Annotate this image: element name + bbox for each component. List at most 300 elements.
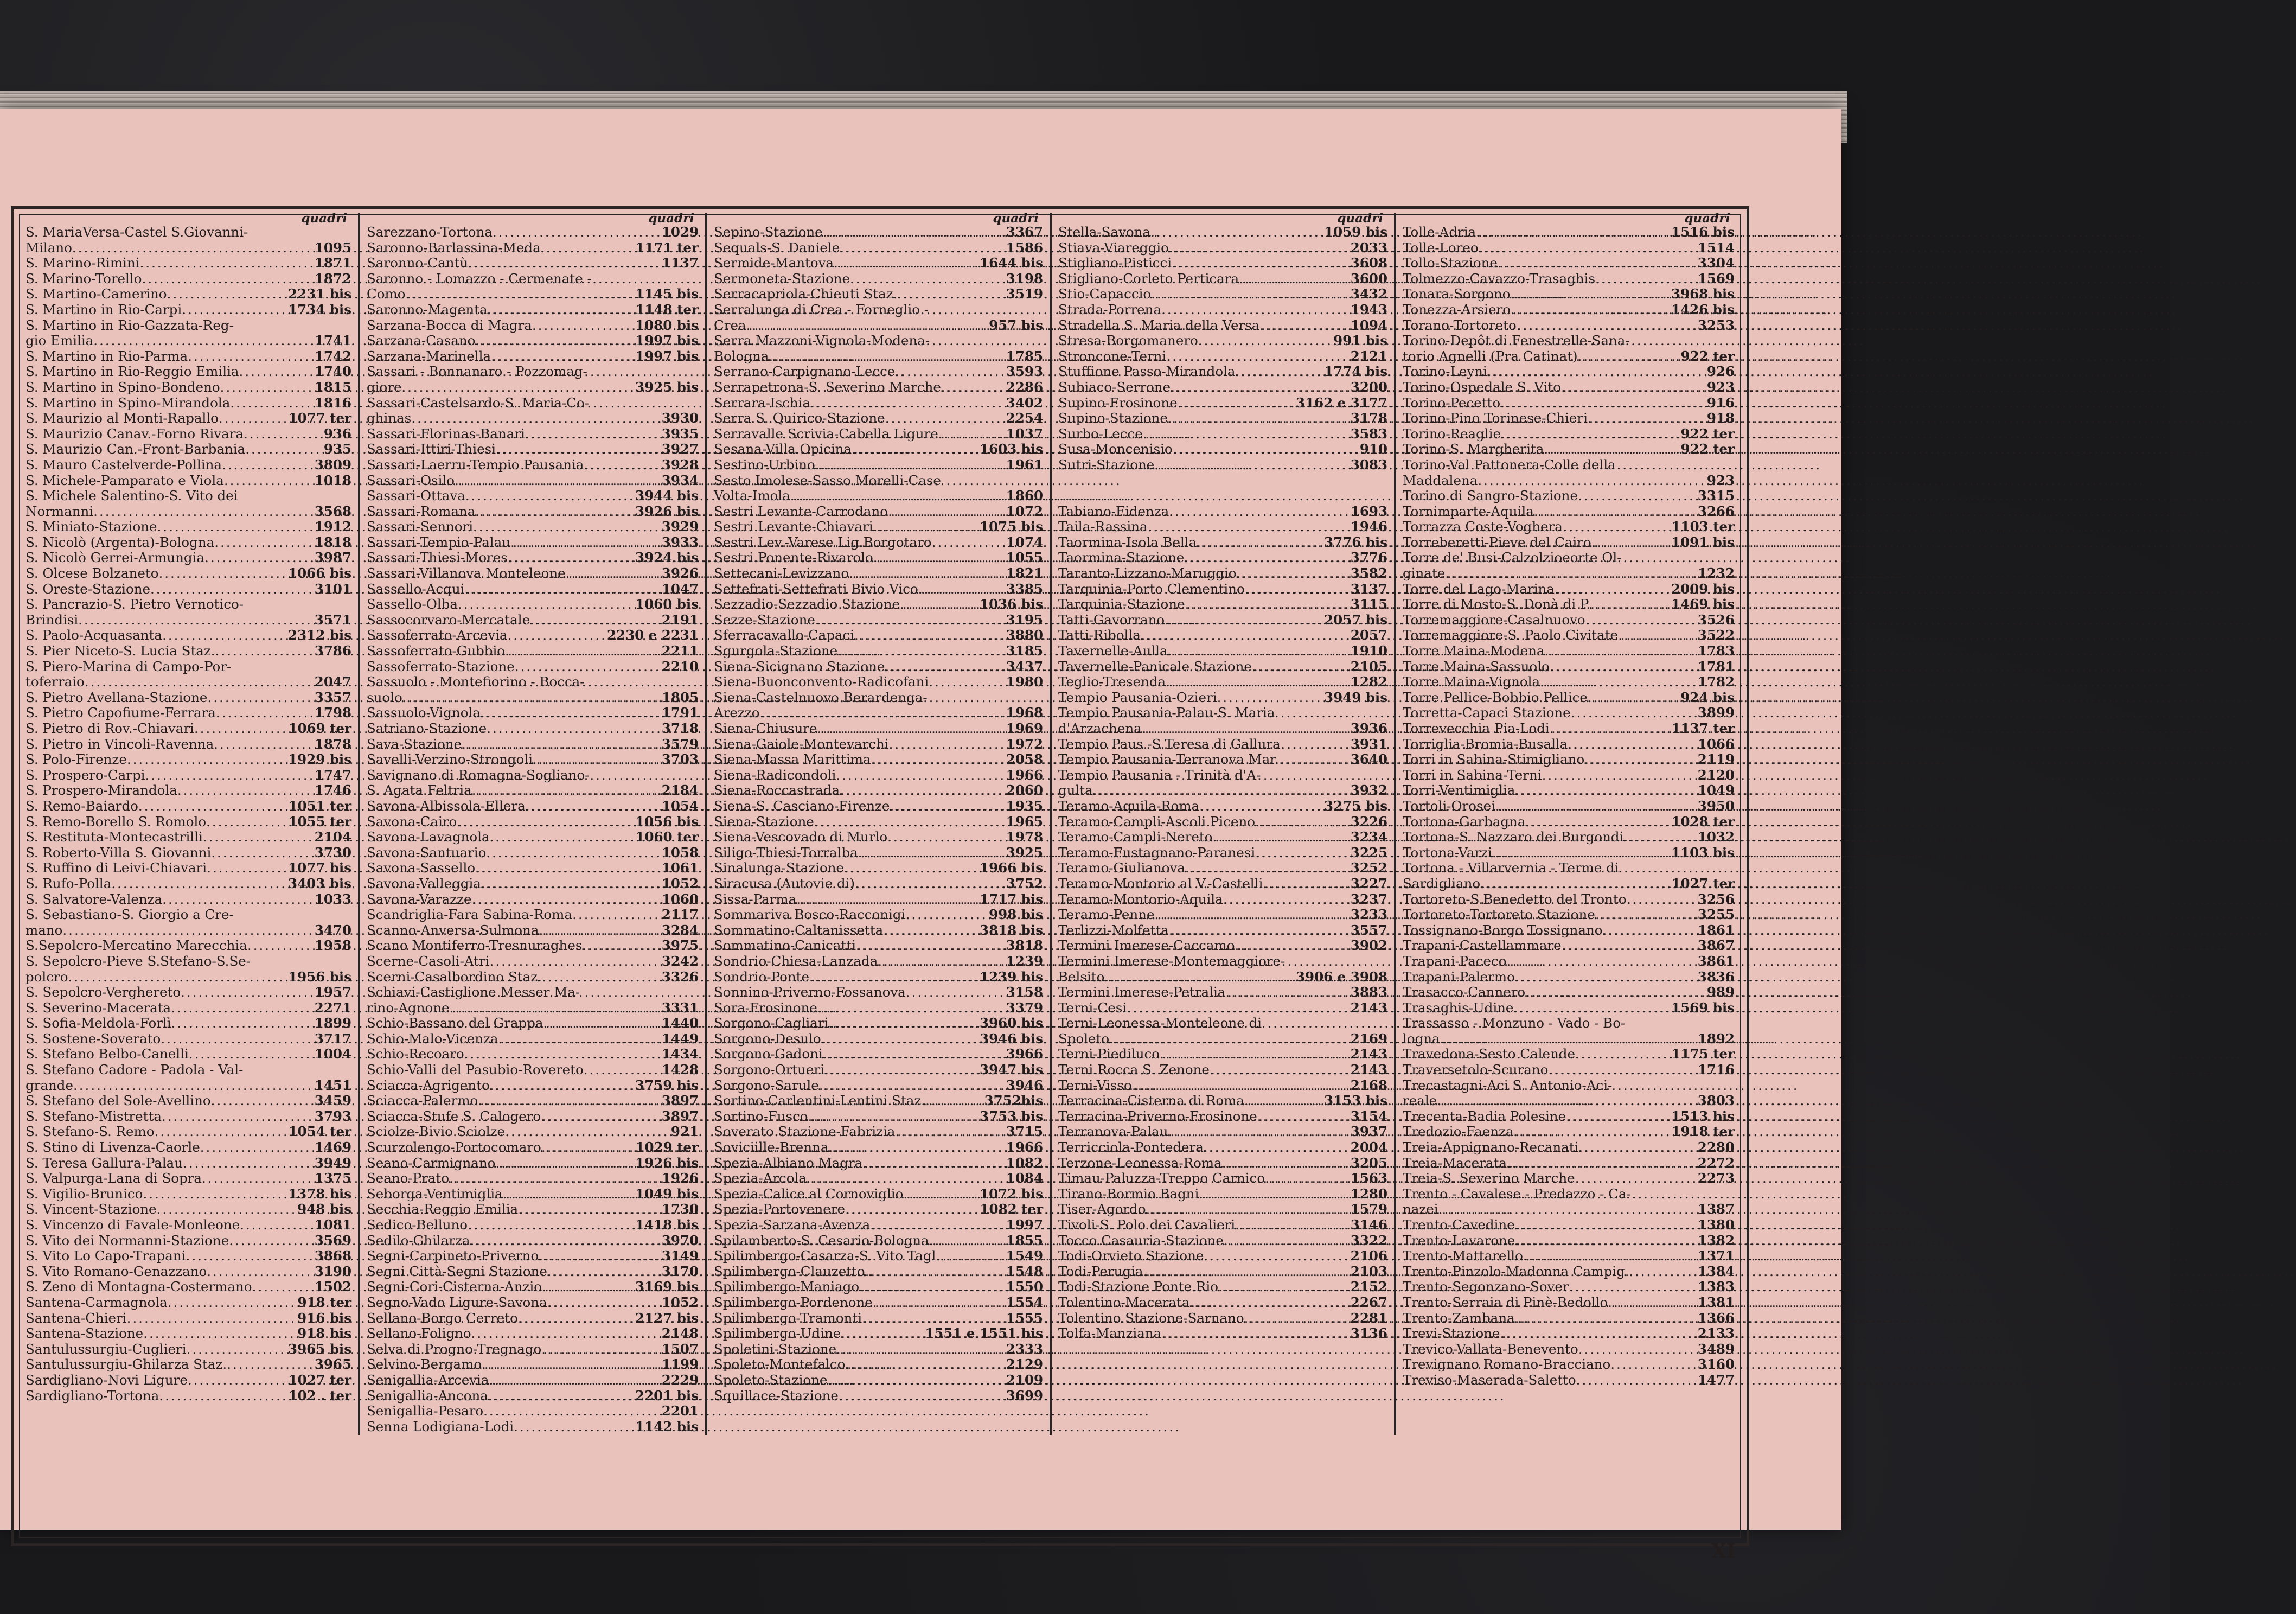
index-entry: [1403, 876, 1735, 892]
dot-leader: [450, 1000, 660, 1016]
entry-table-ref: 2231 bis: [288, 286, 351, 302]
entry-route: Sezze-Stazione: [714, 611, 815, 628]
entry-route: Trento-Cavedine: [1403, 1217, 1515, 1233]
index-entry: [1058, 768, 1387, 783]
entry-route: Terni-Cesi: [1058, 999, 1127, 1016]
dot-leader: [1109, 1031, 1348, 1047]
entry-table-ref: 1280: [1350, 1185, 1387, 1202]
index-entry: [714, 613, 1043, 628]
entry-table-ref: 2272: [1697, 1154, 1735, 1171]
index-entry: [1058, 349, 1387, 365]
dot-leader: [93, 333, 312, 349]
entry-table-ref: 2106: [1350, 1248, 1387, 1264]
dot-leader: [566, 566, 660, 582]
entry-table-ref: 1872: [314, 270, 351, 286]
dot-leader: [895, 1124, 1003, 1140]
index-entry: [1403, 860, 1735, 876]
dot-leader: [858, 845, 1004, 861]
entry-route: S. Stefano-Mistretta: [25, 1108, 162, 1124]
dot-leader: [526, 799, 660, 814]
entry-table-ref: 3160: [1697, 1356, 1735, 1373]
dot-leader: [1623, 830, 1695, 845]
dot-leader: [1571, 705, 1696, 721]
entry-route: Sarzana-Casano: [367, 333, 476, 349]
entry-table-ref: 1055 ter: [288, 813, 351, 830]
dot-leader: [845, 1357, 1003, 1373]
entry-route: Tortona-Garbagna: [1403, 813, 1526, 830]
index-entry: [1403, 690, 1735, 706]
dot-leader: [468, 256, 660, 271]
entry-table-ref: 924 bis: [1680, 689, 1735, 705]
entry-route: Santulussurgiu-Ghilarza Staz.: [25, 1356, 227, 1373]
entry-table-ref: 1502: [314, 1279, 351, 1295]
entry-table-ref: 1966: [1006, 1139, 1043, 1156]
index-entry: [25, 845, 351, 861]
entry-route: Siracusa (Autovie di): [714, 875, 855, 891]
entry-route: Segni-Cori-Cisterna-Anzio: [367, 1279, 542, 1295]
dot-leader: [1236, 364, 1322, 380]
dot-leader: [167, 286, 286, 302]
dot-leader: [865, 1264, 1004, 1280]
entry-table-ref: 935: [323, 441, 351, 457]
dot-leader: [873, 550, 1004, 566]
entry-route: Belsito: [1058, 968, 1105, 985]
dot-leader: [905, 907, 987, 923]
index-entry: [714, 566, 1043, 582]
dot-leader: [1199, 1186, 1348, 1202]
dot-leader: [1197, 535, 1322, 551]
entry-route: Soverato Stazione-Fabrizia: [714, 1124, 896, 1140]
entry-table-ref: 3459: [314, 1093, 351, 1109]
entry-route: Torremaggiore-S. Paolo Civitate: [1403, 627, 1619, 643]
dot-leader: [188, 349, 312, 365]
dot-leader: [932, 535, 1004, 551]
dot-leader: [1244, 1093, 1322, 1109]
entry-route: Savona-Albissola-Ellera: [367, 798, 526, 814]
index-entry: [1058, 876, 1387, 892]
dot-leader: [541, 1140, 634, 1156]
index-entry: [367, 876, 699, 892]
dot-leader: [496, 442, 660, 457]
dot-leader: [1184, 550, 1348, 566]
entry-table-ref: 1058: [661, 844, 699, 860]
dot-leader: [240, 1217, 312, 1233]
index-entry: [367, 1295, 699, 1311]
entry-route: mano: [25, 922, 63, 938]
entry-route: S. Martino in Rio-Reggio Emilia: [25, 363, 239, 380]
entry-route: Treia-Macerata: [1403, 1154, 1507, 1171]
entry-table-ref: 3818 bis: [980, 922, 1043, 938]
entry-route: S. Marino-Rimini: [25, 255, 140, 271]
entry-table-ref: 1145 bis: [635, 286, 699, 302]
dot-leader: [1610, 1357, 1696, 1373]
index-entry: [1403, 954, 1735, 969]
entry-table-ref: 1516 bis: [1671, 224, 1735, 240]
entry-route: Spilimbergo-Clauzetto: [714, 1263, 865, 1279]
dot-leader: [929, 674, 1004, 690]
index-entry: [714, 1357, 1043, 1373]
index-entry: [1058, 442, 1387, 457]
entry-table-ref: 2119: [1697, 751, 1735, 768]
entry-table-ref: 1054 ter: [288, 1124, 351, 1140]
entry-route: Sezzadio-Sezzadio Stazione: [714, 596, 900, 613]
dot-leader: [1255, 845, 1348, 861]
index-entry: [714, 286, 1043, 302]
entry-route: S. Zeno di Montagna-Costermano: [25, 1279, 252, 1295]
entry-table-ref: 1027 ter: [288, 1371, 351, 1388]
entry-table-ref: 3200: [1350, 379, 1387, 395]
dot-leader: [839, 1388, 1004, 1404]
entry-table-ref: 1371: [1697, 1248, 1735, 1264]
dot-leader: [1235, 938, 1348, 954]
entry-route: Spilimbergo-Tramonti: [714, 1310, 862, 1326]
entry-route: Trapani-Palermo: [1403, 968, 1515, 985]
index-entry: [1403, 302, 1735, 318]
entry-table-ref: 3880: [1006, 627, 1043, 643]
index-entry: [367, 1404, 699, 1419]
dot-leader: [1569, 1279, 1696, 1295]
entry-route: Como: [367, 286, 406, 302]
index-entry: [1403, 395, 1735, 411]
dot-leader: [215, 643, 312, 659]
dot-leader: [405, 286, 633, 302]
index-entry: [25, 768, 351, 783]
entry-table-ref: 3931: [1350, 736, 1387, 752]
index-entry: [367, 674, 699, 690]
index-entry: [25, 892, 351, 908]
entry-route: S. Marino-Torello: [25, 270, 142, 286]
entry-route: Sciacca-Stufe S. Calogero: [367, 1108, 541, 1124]
dot-leader: [547, 1264, 660, 1280]
index-entry: [1403, 1217, 1735, 1233]
index-entry: [1403, 1078, 1735, 1094]
dot-leader: [472, 783, 660, 799]
entry-table-ref: 3557: [1350, 922, 1387, 938]
index-entry: [714, 1202, 1043, 1217]
entry-route: Saronno-Magenta: [367, 301, 488, 317]
entry-table-ref: 1716: [1697, 1062, 1735, 1078]
entry-route: Sorgono-Sarule: [714, 1077, 819, 1093]
index-entry: [367, 1202, 699, 1217]
entry-route: Schiavi-Castiglione Messer Ma-: [367, 984, 580, 1000]
entry-route: S. Sepolcro-Pieve S.Stefano-S.Se-: [25, 953, 251, 969]
dot-leader: [491, 349, 633, 365]
entry-route: Savona-Cairo: [367, 813, 457, 830]
entry-table-ref: 918 ter: [297, 1294, 351, 1310]
index-entry: [1058, 1279, 1387, 1295]
entry-table-ref: 3205: [1350, 1154, 1387, 1171]
entry-table-ref: 1059 bis: [1324, 224, 1387, 240]
index-entry: [25, 907, 351, 923]
index-entry: [1403, 566, 1735, 582]
entry-table-ref: 1047: [661, 580, 699, 597]
dot-leader: [1584, 752, 1696, 768]
entry-route: Trasacco-Cannero: [1403, 984, 1526, 1000]
entry-table-ref: 3315: [1697, 488, 1735, 504]
entry-route: Tortona-S. Nazzaro dei Burgondi: [1403, 829, 1624, 845]
entry-route: Sorgono-Gadoni: [714, 1046, 823, 1062]
entry-table-ref: 3146: [1350, 1217, 1387, 1233]
entry-route: Serrara-Ischia: [714, 394, 811, 411]
index-entry: [714, 240, 1043, 256]
dot-leader: [900, 597, 977, 613]
index-entry: [367, 1342, 699, 1357]
index-entry: [367, 256, 699, 271]
entry-route: Torri in Sabina-Stimigliano: [1403, 751, 1585, 768]
entry-table-ref: 3970: [661, 1232, 699, 1248]
entry-table-ref: 1027 ter: [1671, 875, 1735, 891]
index-entry: [714, 271, 1043, 287]
dot-leader: [1204, 1140, 1348, 1156]
index-entry: [1058, 1124, 1387, 1140]
entry-table-ref: 2254: [1006, 410, 1043, 426]
entry-route: Santena-Carmagnola: [25, 1294, 168, 1310]
entry-table-ref: 3965: [314, 1356, 351, 1373]
index-entry: [25, 504, 351, 520]
entry-table-ref: 3933: [661, 534, 699, 550]
dot-leader: [1479, 240, 1696, 256]
entry-table-ref: 923: [1706, 379, 1735, 395]
entry-route: Serra S. Quirico-Stazione: [714, 410, 885, 426]
entry-table-ref: 3255: [1697, 907, 1735, 923]
dot-leader: [487, 721, 660, 737]
index-entry: [1058, 1233, 1387, 1249]
entry-route: Santena-Stazione: [25, 1325, 144, 1342]
entry-table-ref: 1935: [1006, 798, 1043, 814]
index-entry: [25, 860, 351, 876]
entry-table-ref: 1965: [1006, 813, 1043, 830]
dot-leader: [1185, 597, 1348, 613]
index-entry: [1403, 1047, 1735, 1062]
entry-table-ref: 1449: [661, 1030, 699, 1047]
entry-route: Siena-S. Casciano-Firenze: [714, 798, 890, 814]
index-entry: [714, 985, 1043, 1000]
entry-route: Taila-Rassina: [1058, 519, 1148, 535]
entry-route: Sedico-Belluno: [367, 1217, 468, 1233]
index-entry: [1403, 1109, 1735, 1125]
index-entry: [25, 318, 351, 334]
index-entry: [1058, 457, 1387, 473]
entry-table-ref: 3965 bis: [288, 1341, 351, 1357]
dot-leader: [1225, 985, 1348, 1000]
entry-table-ref: 3926: [661, 565, 699, 582]
dot-leader: [854, 628, 1004, 643]
entry-route: S. Sebastiano-S. Giorgio a Cre-: [25, 907, 234, 923]
entry-route: S. Vigilio-Brunico: [25, 1185, 143, 1202]
entry-route: Sardigliano-Tortona: [25, 1387, 159, 1404]
index-entry: [714, 690, 1043, 706]
index-entry: [25, 954, 351, 969]
entry-route: Schio-Malo-Vicenza: [367, 1030, 498, 1047]
entry-route: Terni Rocca S. Zenone: [1058, 1062, 1210, 1078]
entry-table-ref: 1028 ter: [1671, 813, 1735, 830]
entry-table-ref: 923: [1706, 472, 1735, 488]
entry-table-ref: 3304: [1697, 255, 1735, 271]
index-entry: [1058, 1047, 1387, 1062]
entry-table-ref: 1782: [1697, 674, 1735, 690]
entry-table-ref: 3730: [314, 844, 351, 860]
dot-leader: [885, 411, 1004, 426]
entry-table-ref: 3322: [1350, 1232, 1387, 1248]
entry-table-ref: 3987: [314, 550, 351, 566]
entry-table-ref: 3226: [1350, 813, 1387, 830]
index-entry: [714, 519, 1043, 535]
index-entry: [367, 1357, 699, 1373]
entry-table-ref: 1815: [314, 379, 351, 395]
index-entry: [714, 799, 1043, 814]
entry-table-ref: 2229: [661, 1371, 699, 1388]
index-entry: [714, 1093, 1043, 1109]
entry-table-ref: 1366: [1697, 1310, 1735, 1326]
entry-table-ref: 2105: [1350, 658, 1387, 674]
entry-route: Satriano-Stazione: [367, 720, 487, 736]
dot-leader: [850, 271, 1004, 287]
entry-route: Tortoli-Orosei: [1403, 798, 1495, 814]
entry-table-ref: 1477: [1697, 1371, 1735, 1388]
dot-leader: [1513, 1000, 1669, 1016]
index-entry: [1058, 395, 1387, 411]
entry-table-ref: 1548: [1006, 1263, 1043, 1279]
entry-table-ref: 1375: [314, 1170, 351, 1186]
index-entry: [367, 752, 699, 768]
index-entry: [367, 721, 699, 737]
index-entry: [367, 535, 699, 551]
entry-table-ref: 1746: [314, 782, 351, 799]
entry-route: Segno-Vado Ligure-Savona: [367, 1294, 547, 1310]
index-entry: [714, 1124, 1043, 1140]
entry-route: Serrapetrona-S. Severino Marche: [714, 379, 941, 395]
dot-leader: [1204, 1248, 1348, 1264]
index-entry: [714, 674, 1043, 690]
entry-table-ref: 1741: [314, 333, 351, 349]
entry-route: S. Pietro in Vincoli-Ravenna: [25, 736, 214, 752]
entry-route: Torino-Pino Torinese-Chieri: [1403, 410, 1588, 426]
index-entry: [367, 860, 699, 876]
index-entry: [367, 845, 699, 861]
dot-leader: [1104, 969, 1294, 985]
index-entry: [714, 504, 1043, 520]
dot-leader: [817, 1000, 1004, 1016]
entry-table-ref: 3225: [1350, 844, 1387, 860]
entry-route: Serravalle Scrivia-Cabella Ligure: [714, 425, 938, 442]
entry-route: Trento-Lavarone: [1403, 1232, 1515, 1248]
index-entry: [25, 380, 351, 395]
entry-route: reale: [1403, 1093, 1437, 1109]
entry-route: Sommatino-Canicatti: [714, 937, 856, 954]
index-entry: [367, 442, 699, 457]
dot-leader: [162, 892, 312, 908]
entry-table-ref: 2143: [1350, 1062, 1387, 1078]
index-entry: [1403, 1295, 1735, 1311]
dot-leader: [1161, 1326, 1348, 1342]
index-entry: [714, 830, 1043, 845]
index-entry: [25, 256, 351, 271]
entry-route: Sorgono-Ortueri: [714, 1062, 824, 1078]
entry-route: Senna Lodigiana-Lodi: [367, 1418, 514, 1434]
entry-table-ref: 1816: [314, 394, 351, 411]
dot-leader: [159, 1388, 286, 1404]
entry-route: Savona-Lavagnola: [367, 829, 490, 845]
entry-table-ref: 1861: [1697, 922, 1735, 938]
dot-leader: [1154, 907, 1348, 923]
entry-route: Terracina-Priverno-Frosinone: [1058, 1108, 1257, 1124]
index-entry: [25, 271, 351, 287]
entry-table-ref: 3950: [1697, 798, 1735, 814]
dot-leader: [1595, 271, 1696, 287]
dot-leader: [889, 737, 1004, 752]
dot-leader: [906, 985, 1004, 1000]
column-heading: quadri: [1684, 211, 1730, 226]
entry-table-ref: 1440: [661, 1015, 699, 1031]
entry-route: Torre de' Busi-Calzolzioeorte Ol-: [1403, 550, 1622, 566]
index-entry: [367, 799, 699, 814]
entry-route: Tarquinia-Porto Clementino: [1058, 580, 1245, 597]
entry-table-ref: 3582: [1350, 565, 1387, 582]
index-entry: [367, 1062, 699, 1078]
entry-route: Spezia-Sarzana-Avenza: [714, 1217, 871, 1233]
dot-leader: [1169, 240, 1348, 256]
index-entry: [25, 302, 351, 318]
dot-leader: [1514, 1124, 1670, 1140]
entry-route: Tocco Casauria-Stazione: [1058, 1232, 1224, 1248]
index-entry: [1403, 240, 1735, 256]
entry-table-ref: 1095: [314, 239, 351, 256]
entry-route: Tatti-Ribolla: [1058, 627, 1141, 643]
dot-leader: [1575, 1171, 1696, 1186]
entry-route: Stradella S. Maria della Versa: [1058, 317, 1260, 333]
entry-route: Termini Imerese-Caccamo: [1058, 937, 1235, 954]
index-entry: [25, 1047, 351, 1062]
entry-route: Spoleto-Stazione: [714, 1371, 828, 1388]
index-entry: [1403, 1233, 1735, 1249]
entry-route: nazei: [1403, 1201, 1438, 1217]
dot-leader: [1534, 504, 1696, 520]
index-entry: [1058, 1326, 1387, 1342]
index-entry: [25, 411, 351, 426]
index-entry: [25, 1031, 351, 1047]
entry-table-ref: 1961: [1006, 456, 1043, 473]
entry-table-ref: 1072 bis: [980, 1185, 1043, 1202]
index-entry: [1058, 566, 1387, 582]
entry-table-ref: 3256: [1697, 891, 1735, 907]
entry-table-ref: 916 bis: [297, 1310, 351, 1326]
entry-table-ref: 2120: [1697, 767, 1735, 783]
dot-leader: [1566, 1109, 1669, 1125]
index-entry: [1058, 737, 1387, 752]
entry-table-ref: 3242: [661, 953, 699, 969]
index-entry: [1403, 845, 1735, 861]
entry-route: Teglio-Tresenda: [1058, 674, 1166, 690]
entry-route: Sava-Stazione: [367, 736, 462, 752]
entry-route: Tempio Pausania-Terranova Mar.: [1058, 751, 1280, 768]
entry-table-ref: 1912: [314, 519, 351, 535]
index-entry: [1403, 892, 1735, 908]
entry-table-ref: 989: [1706, 984, 1735, 1000]
entry-table-ref: 3717: [314, 1030, 351, 1047]
index-entry: [25, 1342, 351, 1357]
index-entry: [25, 240, 351, 256]
dot-leader: [1525, 814, 1669, 830]
entry-route: Siena-Stazione: [714, 813, 814, 830]
dot-leader: [814, 814, 1004, 830]
entry-table-ref: 3897: [661, 1093, 699, 1109]
dot-leader: [871, 752, 1004, 768]
entry-table-ref: 1550: [1006, 1279, 1043, 1295]
dot-leader: [478, 1093, 660, 1109]
index-entry: [367, 1311, 699, 1326]
entry-route: Spilamberto-S. Cesario-Bologna: [714, 1232, 929, 1248]
index-entry: [25, 969, 351, 985]
